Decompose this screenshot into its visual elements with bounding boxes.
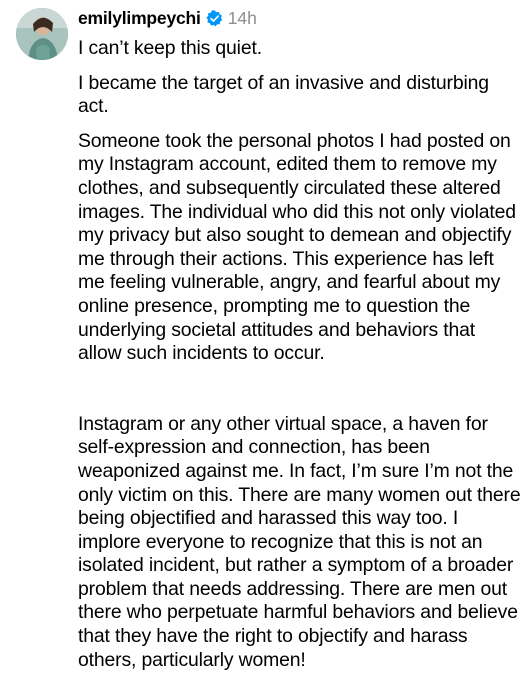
avatar-photo [16,8,68,60]
verified-badge-icon [206,10,223,27]
username-link[interactable]: emilylimpeychi [78,7,201,28]
caption-paragraph: Instagram or any other virtual space, a haven for self-expression and connection, has been weaponized against me. In fact, I’m sure I’m not the only victim on this. There are many women out there being objectified and harassed this way too. I implore everyone to recognize that this is not an isolated incident, but rather a symptom of a broader problem that needs addressing. There are men out there who perpetuate harmful behaviors and believe that they have the right to objectify and harass others, particularly women! [78,412,521,671]
comment-content [78,6,522,683]
caption-paragraph: I became the target of an invasive and disturbing act. [78,71,489,118]
comment-header [78,6,522,30]
caption-paragraph: I can’t keep this quiet. [78,37,262,59]
post-timestamp: 14h [227,7,257,28]
caption-paragraph: Someone took the personal photos I had posted on my Instagram account, edited them to remove my clothes, and subsequently circulated these altered images. The individual who did this not only violated my privacy but also sought to demean and objectify me through their actions. This experience has left me feeling vulnerable, angry, and fearful about my online presence, prompting me to question the underlying societal attitudes and behaviors that allow such incidents to occur. [78,129,516,365]
avatar[interactable] [16,8,68,60]
caption-text [78,37,522,672]
